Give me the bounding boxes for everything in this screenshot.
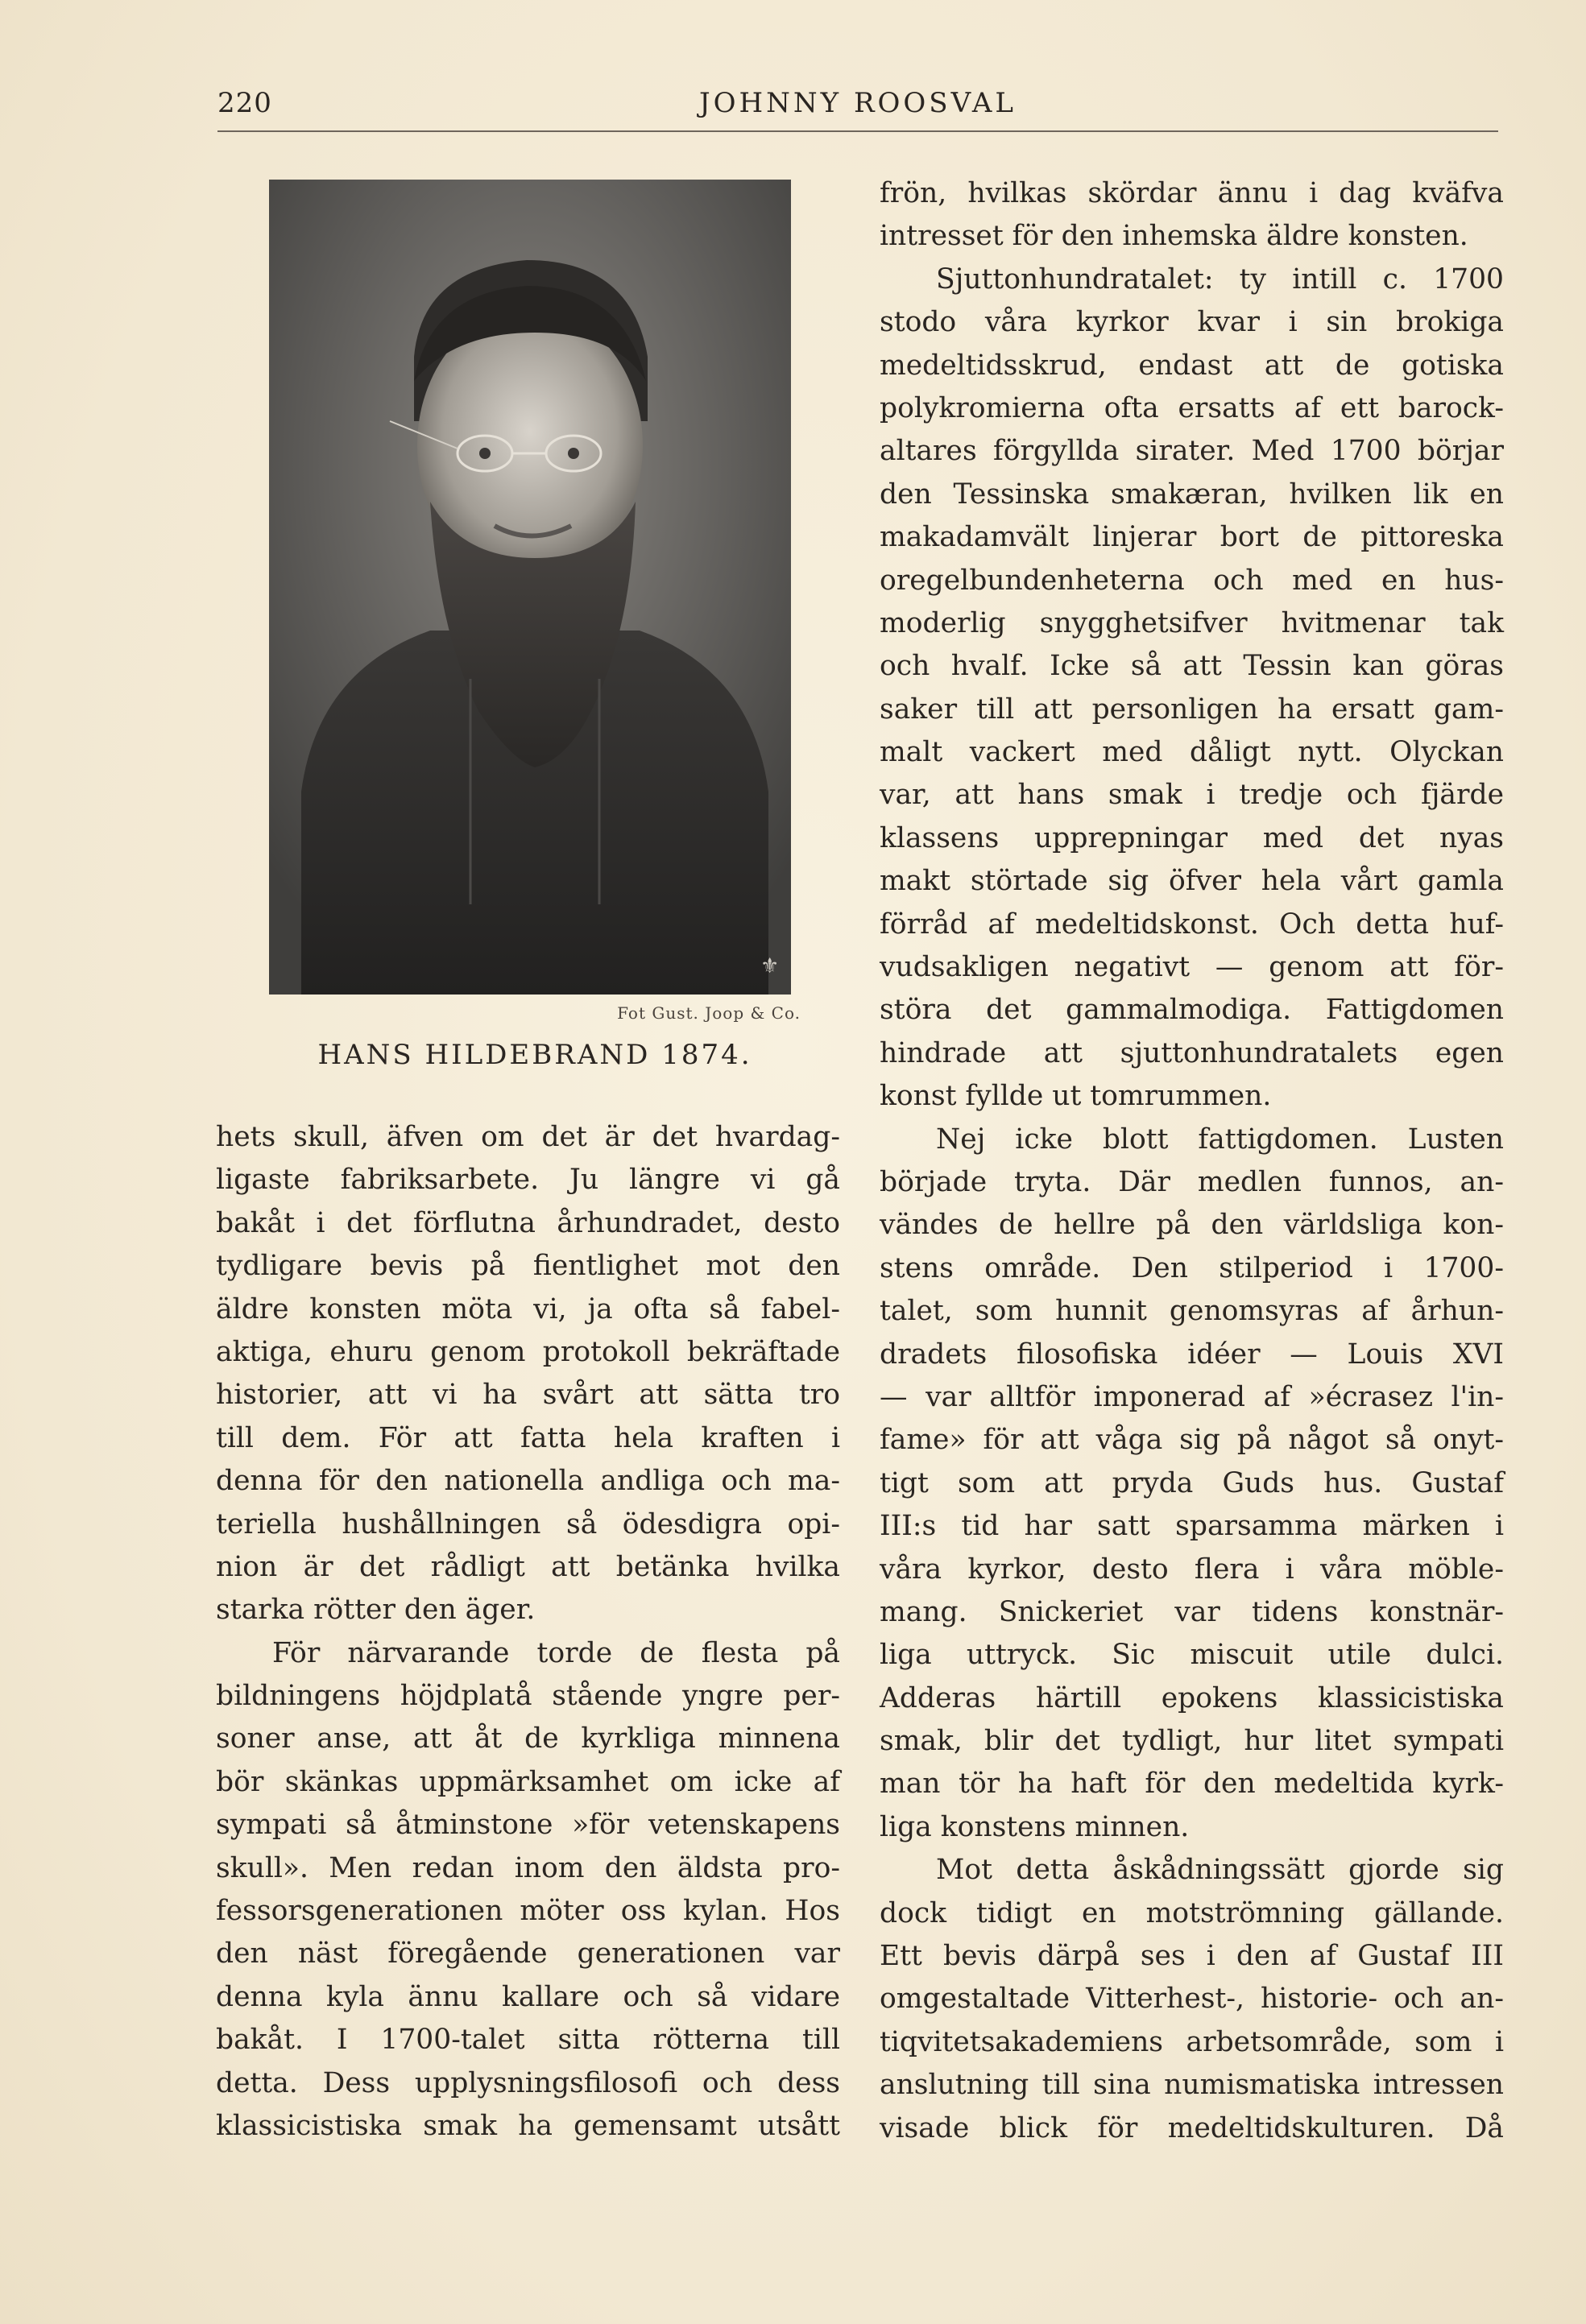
text-line: den Tessinska smakæran, hvilken lik en — [880, 478, 1504, 511]
header-rule — [217, 130, 1498, 132]
text-line: den näst föregående generationen var — [216, 1937, 840, 1970]
text-line: fame» för att våga sig på något så onyt- — [880, 1424, 1504, 1457]
text-line: vändes de hellre på den världsliga kon- — [880, 1209, 1504, 1242]
svg-text:⚜: ⚜ — [760, 954, 780, 978]
text-line: altares förgyllda sirater. Med 1700 börjar — [880, 435, 1504, 468]
text-line: intresset för den inhemska äldre konsten. — [880, 220, 1468, 253]
photo-credit: Fot Gust. Joop & Co. — [617, 1003, 801, 1023]
text-line: och hvalf. Icke så att Tessin kan göras — [880, 650, 1504, 683]
text-line: medeltidsskrud, endast att de gotiska — [880, 349, 1504, 382]
text-line: sympati så åtminstone »för vetenskapens — [216, 1809, 840, 1842]
text-line: klassens upprepningar med det nyas — [880, 821, 1504, 854]
text-line: frön, hvilkas skördar ännu i dag kväfva — [880, 177, 1504, 209]
text-line: äldre konsten möta vi, ja ofta så fabel- — [216, 1292, 840, 1325]
text-line: Sjuttonhundratalet: ty intill c. 1700 — [936, 263, 1504, 296]
text-line: Mot detta åskådningssätt gjorde sig — [936, 1854, 1504, 1887]
text-line: fessorsgenerationen möter oss kylan. Hos — [216, 1895, 840, 1928]
text-line: makt störtade sig öfver hela vårt gamla — [880, 865, 1504, 898]
text-line: anslutning till sina numismatiska intressen — [880, 2069, 1504, 2102]
text-line: klassicistiska smak ha gemensamt utsått — [216, 2109, 840, 2142]
text-line: tydligare bevis på fientlighet mot den — [216, 1250, 840, 1283]
text-line: började tryta. Där medlen funnos, an- — [880, 1165, 1504, 1198]
text-line: mang. Snickeriet var tidens konstnär- — [880, 1595, 1504, 1628]
text-line: omgestaltade Vitterhest-, historie- och an- — [880, 1983, 1504, 2016]
text-line: förråd af medeltidskonst. Och detta huf- — [880, 908, 1504, 941]
text-line: detta. Dess upplysningsfilosofi och dess — [216, 2066, 840, 2099]
text-line: teriella hushållningen så ödesdigra opi- — [216, 1507, 840, 1540]
figure-caption: HANS HILDEBRAND 1874. — [317, 1039, 752, 1071]
text-line: hindrade att sjuttonhundratalets egen — [880, 1036, 1504, 1069]
text-line: stodo våra kyrkor kvar i sin brokiga — [880, 306, 1504, 339]
text-line: Nej icke blott fattigdomen. Lusten — [936, 1123, 1504, 1156]
text-line: bildningens höjdplatå stående yngre per- — [216, 1680, 840, 1713]
text-line: oregelbundenheterna och med en hus- — [880, 564, 1504, 597]
text-line: ligaste fabriksarbete. Ju längre vi gå — [216, 1164, 840, 1197]
text-line: starka rötter den äger. — [216, 1594, 536, 1627]
text-line: nion är det rådligt att betänka hvilka — [216, 1550, 840, 1583]
text-line: soner anse, att åt de kyrkliga minnena — [216, 1722, 840, 1755]
text-line: bakåt i det förflutna århundradet, desto — [216, 1206, 840, 1239]
text-line: malt vackert med dåligt nytt. Olyckan — [880, 736, 1504, 769]
portrait-photo — [269, 180, 791, 995]
text-line: III:s tid har satt sparsamma märken i — [880, 1510, 1504, 1543]
text-line: Ett bevis därpå ses i den af Gustaf III — [880, 1940, 1504, 1973]
page-header — [217, 81, 1498, 129]
portrait-illustration — [269, 180, 791, 995]
text-line: stens område. Den stilperiod i 1700- — [880, 1251, 1504, 1284]
text-line: bakåt. I 1700-talet sitta rötterna till — [216, 2024, 840, 2057]
right-column — [880, 172, 1504, 2150]
text-line: makadamvält linjerar bort de pittoreska — [880, 521, 1504, 554]
text-line: denna för den nationella andliga och ma- — [216, 1465, 840, 1498]
text-line: vudsakligen negativt — genom att för- — [880, 951, 1504, 984]
text-line: våra kyrkor, desto flera i våra möble- — [880, 1553, 1504, 1586]
text-line: man tör ha haft för den medeltida kyrk- — [880, 1768, 1504, 1801]
left-column — [216, 1116, 840, 2148]
text-line: dradets filosofiska idéer — Louis XVI — [880, 1338, 1504, 1371]
text-line: störa det gammalmodiga. Fattigdomen — [880, 994, 1504, 1027]
text-line: polykromierna ofta ersatts af ett barock- — [880, 391, 1504, 424]
text-line: bör skänkas uppmärksamhet om icke af — [216, 1765, 840, 1798]
text-line: konst fyllde ut tomrummen. — [880, 1080, 1272, 1113]
text-line: denna kyla ännu kallare och så vidare — [216, 1980, 840, 2013]
text-line: hets skull, äfven om det är det hvardag- — [216, 1121, 840, 1153]
page-number: 220 — [217, 87, 272, 119]
text-line: tiqvitetsakademiens arbetsområde, som i — [880, 2025, 1504, 2058]
text-line: — var alltför imponerad af »écrasez l'in- — [880, 1380, 1504, 1413]
text-line: dock tidigt en motströmning gällande. — [880, 1896, 1504, 1929]
text-line: tigt som att pryda Guds hus. Gustaf — [880, 1466, 1504, 1499]
text-line: talet, som hunnit genomsyras af århun- — [880, 1295, 1504, 1328]
text-line: visade blick för medeltidskulturen. Då — [880, 2111, 1504, 2144]
text-line: var, att hans smak i tredje och fjärde — [880, 779, 1504, 812]
text-line: historier, att vi ha svårt att sätta tro — [216, 1379, 840, 1412]
running-head: JOHNNY ROOSVAL — [699, 87, 1017, 119]
text-line: aktiga, ehuru genom protokoll bekräftade — [216, 1335, 840, 1368]
text-line: liga uttryck. Sic miscuit utile dulci. — [880, 1639, 1504, 1672]
text-line: För närvarande torde de flesta på — [272, 1636, 840, 1669]
text-line: saker till att personligen ha ersatt gam- — [880, 693, 1504, 726]
text-line: skull». Men redan inom den äldsta pro- — [216, 1851, 840, 1884]
text-line: Adderas härtill epokens klassicistiska — [880, 1681, 1504, 1714]
text-line: till dem. För att fatta hela kraften i — [216, 1421, 840, 1454]
text-line: liga konstens minnen. — [880, 1810, 1190, 1843]
text-line: smak, blir det tydligt, hur litet sympati — [880, 1725, 1504, 1758]
text-line: moderlig snygghetsifver hvitmenar tak — [880, 606, 1504, 639]
